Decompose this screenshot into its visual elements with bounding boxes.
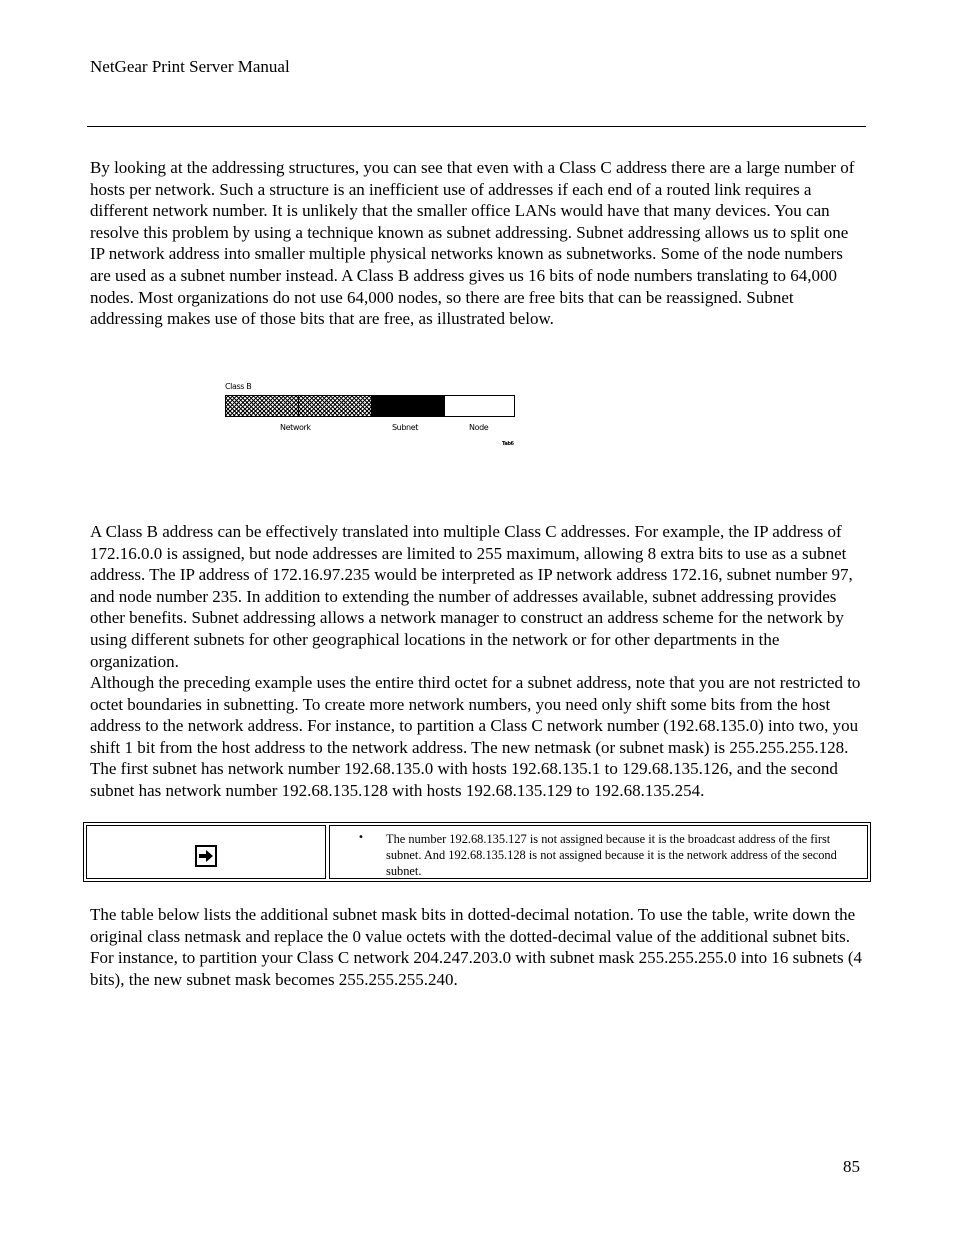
note-table — [83, 822, 871, 882]
arrow-right-icon — [195, 845, 217, 867]
network-octet-2 — [299, 396, 372, 416]
class-b-subnet-diagram — [222, 378, 532, 450]
node-label: Node — [469, 423, 489, 432]
bullet: • — [358, 832, 364, 843]
address-bar — [225, 395, 515, 417]
diagram-tag: Tab6 — [502, 441, 514, 447]
page-number: 85 — [843, 1157, 860, 1176]
node-octet — [445, 396, 514, 416]
paragraph-subnet-intro: By looking at the addressing structures, you can see that even with a Class C address there are a large number of hosts per network. Such a structure is an inefficient use of addresses if each end of a routed link requires a different network number. It is unlikely that the smaller office LANs would have that many devices. You can resolve this problem by using a technique known as subnet addressing. Subnet addressing allows us to split one IP network address into smaller multiple physical networks known as subnetworks. Some of the node numbers are used as a subnet number instead. A Class B address gives us 16 bits of node numbers translating to 64,000 nodes. Most organizations do not use 64,000 nodes, so there are free bits that can be reassigned. Subnet addressing makes use of those bits that are free, as illustrated below. — [90, 158, 855, 329]
paragraph-class-b-translation: A Class B address can be effectively translated into multiple Class C addresses. For example, the IP address of 172.16.0.0 is assigned, but node addresses are limited to 255 maximum, allowing 8 extra bits to use as a subnet address. The IP address of 172.16.97.235 would be interpreted as IP network address 172.16, subnet number 97, and node number 235. In addition to extending the number of addresses available, subnet addressing provides other benefits. Subnet addressing allows a network manager to construct an address scheme for the network by using different subnets for other geographical locations in the network or for other departments in the organization. — [90, 522, 853, 671]
note-text-cell — [329, 825, 868, 879]
header-rule — [87, 126, 866, 127]
network-octet-1 — [226, 396, 299, 416]
network-label: Network — [280, 423, 311, 432]
subnet-label: Subnet — [392, 423, 418, 432]
running-header: NetGear Print Server Manual — [90, 57, 290, 76]
diagram-title: Class B — [225, 382, 252, 391]
subnet-octet — [372, 396, 445, 416]
paragraph-mask-table-intro: The table below lists the additional subnet mask bits in dotted-decimal notation. To use the table, write down the original class netmask and replace the 0 value octets with the dotted-decimal value of the additional subnet bits. For instance, to partition your Class C network 204.247.203.0 with subnet mask 255.255.255.0 into 16 subnets (4 bits), the new subnet mask becomes 255.255.255.240. — [90, 905, 863, 989]
note-text: The number 192.68.135.127 is not assigned because it is the broadcast address of the first subnet. And 192.68.135.128 is not assigned because it is the network address of the second subnet. — [386, 832, 837, 878]
note-icon-cell — [86, 825, 326, 879]
paragraph-octet-boundaries: Although the preceding example uses the entire third octet for a subnet address, note that you are not restricted to octet boundaries in subnetting. To create more network numbers, you need only shift some bits from the host address to the network address. For instance, to partition a Class C network number (192.68.135.0) into two, you shift 1 bit from the host address to the network address. The new netmask (or subnet mask) is 255.255.255.128. The first subnet has network number 192.68.135.0 with hosts 192.68.135.1 to 129.68.135.126, and the second subnet has network number 192.68.135.128 with hosts 192.68.135.129 to 192.68.135.254. — [90, 673, 861, 800]
